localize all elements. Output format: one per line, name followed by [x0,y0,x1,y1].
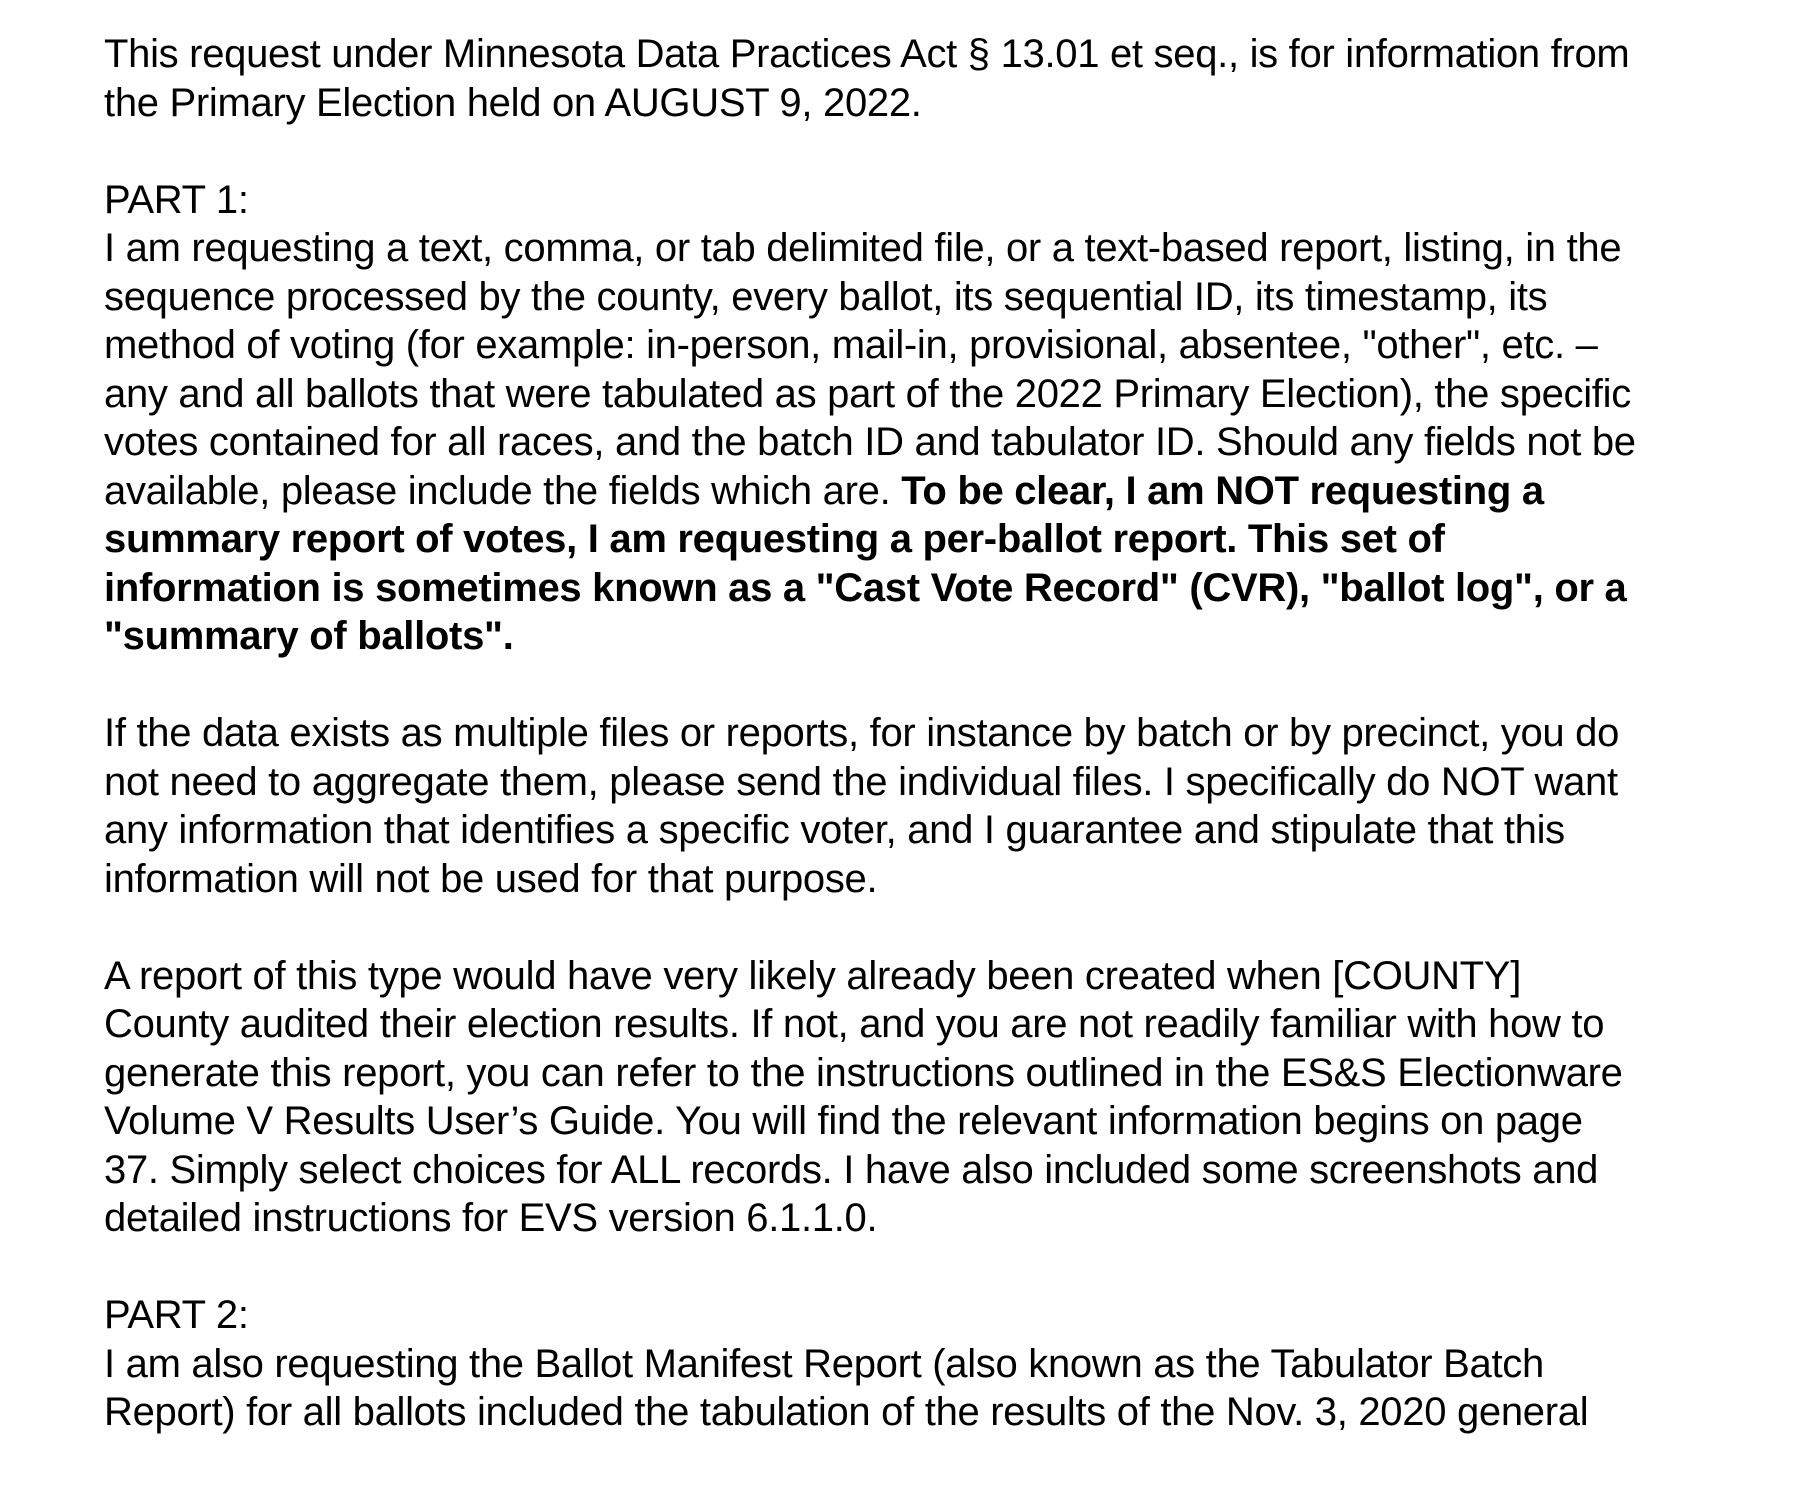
bold-text-line: summary report of votes, I am requesting a per-ballot report. This set of [104,517,1445,561]
document-body [104,30,1804,1485]
part2-section [104,1291,1804,1437]
text-line: Volume V Results User’s Guide. You will find the relevant information begins on page [104,1099,1583,1143]
bold-text-line: "summary of ballots". [104,614,514,658]
text-line: County audited their election results. If not, and you are not readily familiar with how to [104,1002,1605,1046]
text-line: If the data exists as multiple files or reports, for instance by batch or by precinct, you do [104,711,1620,755]
mixed-text-line [104,467,1804,516]
text-line: any and all ballots that were tabulated as part of the 2022 Primary Election), the specific [104,371,1631,416]
text-line: Report) for all ballots included the tabulation of the results of the Nov. 3, 2020 general [104,1390,1589,1434]
text-line: I am requesting a text, comma, or tab delimited file, or a text-based report, listing, in the [104,226,1622,270]
text-line: the Primary Election held on AUGUST 9, 2022. [104,80,922,125]
bold-text: To be clear, I am NOT requesting a [901,468,1544,513]
text-line: any information that identifies a specific voter, and I guarantee and stipulate that this [104,808,1565,852]
intro-paragraph [104,30,1804,127]
normal-text: available, please include the fields which are. [104,468,902,513]
part1-section [104,176,1804,661]
bold-text-line: information is sometimes known as a "Cast Vote Record" (CVR), "ballot log", or a [104,565,1627,610]
part1-heading: PART 1: [104,177,249,222]
files-paragraph [104,709,1804,903]
part2-heading: PART 2: [104,1293,249,1337]
text-line: I am also requesting the Ballot Manifest Report (also known as the Tabulator Batch [104,1341,1544,1386]
text-line: votes contained for all races, and the batch ID and tabulator ID. Should any fields not be [104,420,1636,464]
text-line: information will not be used for that purpose. [104,856,878,901]
text-line: sequence processed by the county, every ballot, its sequential ID, its timestamp, its [104,274,1548,319]
report-paragraph [104,952,1804,1243]
text-line: generate this report, you can refer to the instructions outlined in the ES&S Electionware [104,1050,1623,1095]
text-line: not need to aggregate them, please send the individual files. I specifically do NOT want [104,759,1618,804]
text-line: detailed instructions for EVS version 6.1.1.0. [104,1196,878,1240]
text-line: 37. Simply select choices for ALL records. I have also included some screenshots and [104,1147,1599,1192]
text-line: method of voting (for example: in-person, mail-in, provisional, absentee, "other", etc. – [104,323,1598,367]
text-line: This request under Minnesota Data Practices Act § 13.01 et seq., is for information from [104,32,1630,76]
text-line: A report of this type would have very likely already been created when [COUNTY] [104,953,1522,998]
